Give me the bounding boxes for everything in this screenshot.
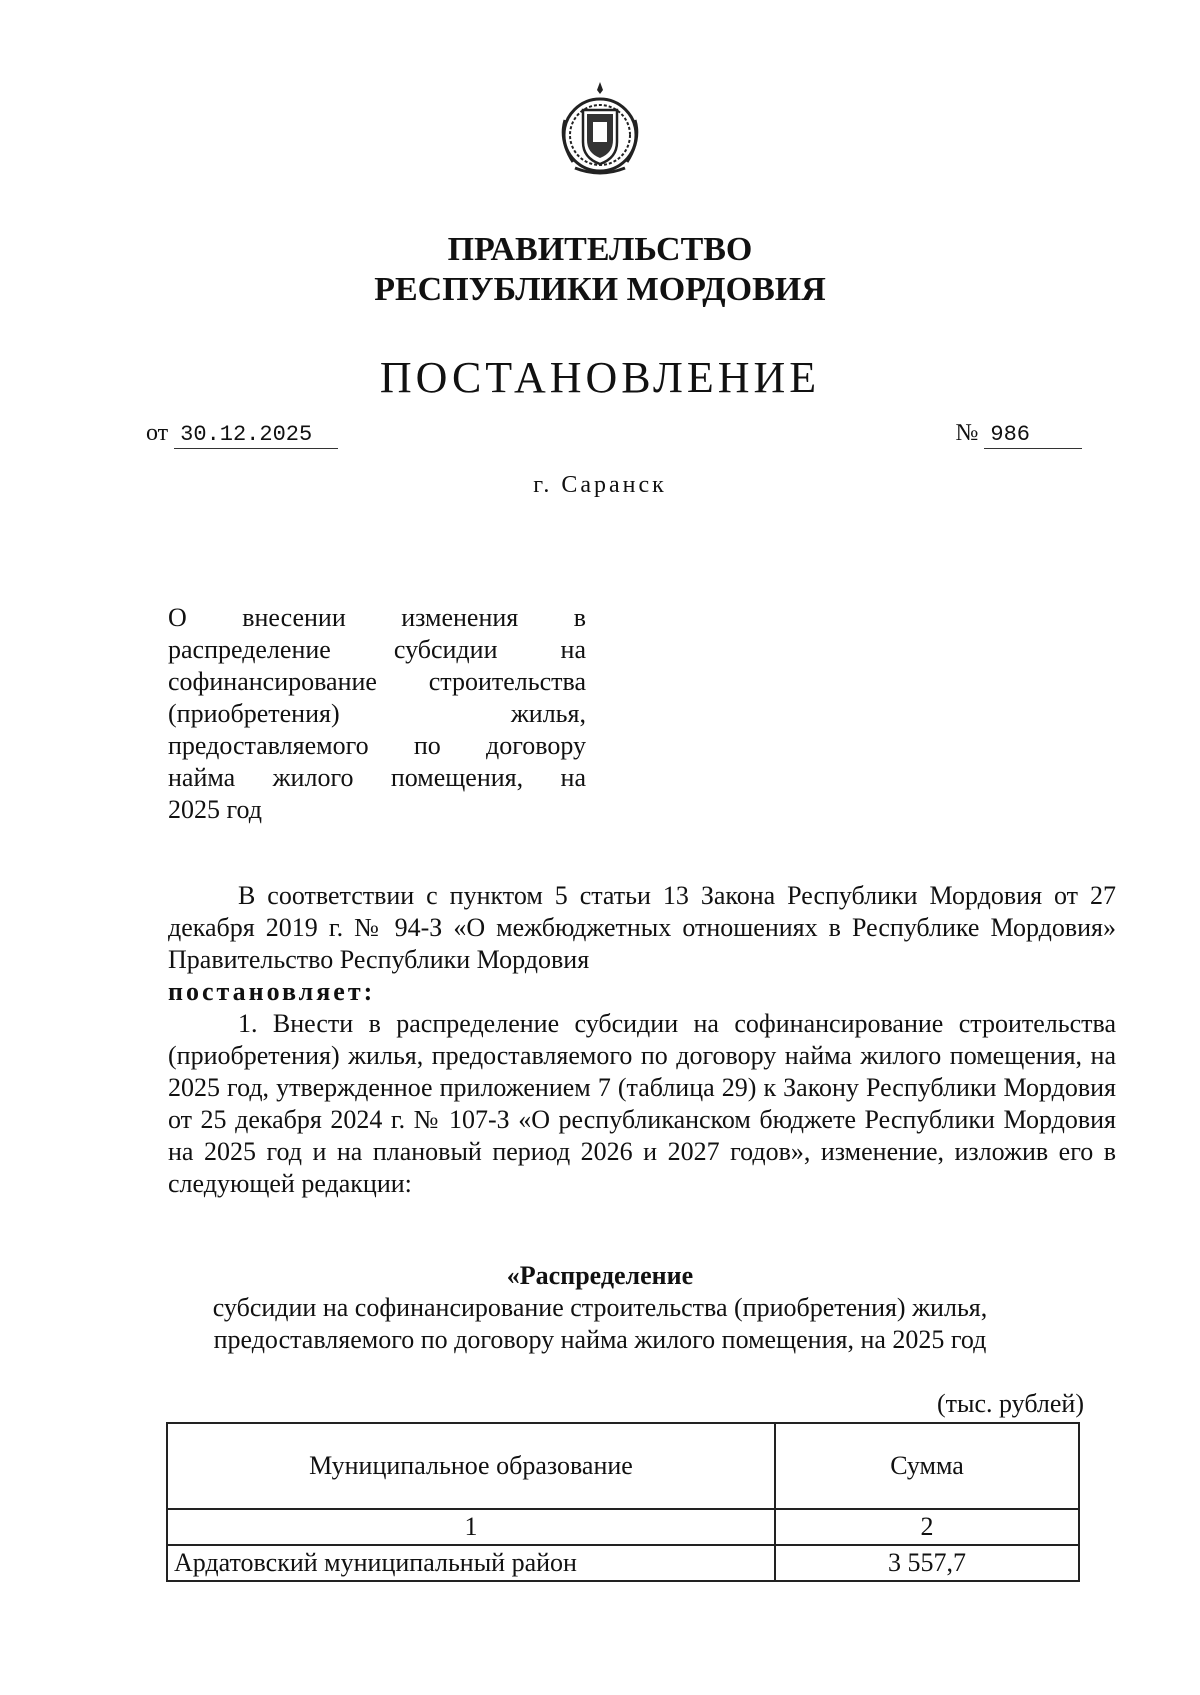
distribution-subtitle-line1: субсидии на софинансирование строительства (приобретения) жилья,: [212, 1293, 988, 1322]
title-line: найма жилого помещения, на: [168, 763, 586, 792]
document-number: 986: [984, 422, 1082, 449]
title-line: 2025 год: [168, 795, 262, 824]
distribution-table: [166, 1422, 1080, 1582]
title-line: О внесении изменения в: [168, 603, 586, 632]
municipality-cell: Ардатовский муниципальный район: [167, 1545, 775, 1581]
date-prefix: от: [146, 420, 169, 446]
document-title: [168, 602, 586, 826]
distribution-subtitle-line2: предоставляемого по договору найма жилого помещения, на 2025 год: [213, 1325, 987, 1354]
preamble-paragraph: В соответствии с пунктом 5 статьи 13 Закона Республики Мордовия от 27 декабря 2019 г. № 94-З «О межбюджетных отношениях в Республике Мордовия» Правительство Республики Мордовия: [168, 881, 1116, 974]
column-number-row: [167, 1509, 1079, 1545]
amount-cell: 3 557,7: [775, 1545, 1079, 1581]
number-line: [955, 420, 1082, 449]
document-type: ПОСТАНОВЛЕНИЕ: [379, 353, 821, 402]
title-line: распределение субсидии на: [168, 635, 586, 664]
distribution-heading: «Распределение: [506, 1261, 694, 1290]
distribution-title: [0, 1260, 1200, 1356]
column-header-amount: Сумма: [775, 1423, 1079, 1509]
column-number-1: 1: [167, 1509, 775, 1545]
item-1-paragraph: 1. Внести в распределение субсидии на софинансирование строительства (приобретения) жилья, предоставляемого по договору найма жилого помещения, на 2025 год, утвержденное приложением 7 (таблица 29) к Закону Республики Мордовия от 25 декабря 2024 г. № 107-З «О республиканском бюджете Республики Мордовия на 2025 год и на плановый период 2026 и 2027 годов», изменение, изложив его в следующей редакции:: [168, 1009, 1116, 1198]
column-header-municipality: Муниципальное образование: [167, 1423, 775, 1509]
table-header-row: [167, 1423, 1079, 1509]
resolves-keyword: постановляет:: [168, 977, 376, 1006]
document-date: 30.12.2025: [174, 422, 338, 449]
title-line: (приобретения) жилья,: [168, 699, 586, 728]
org-name-line1: ПРАВИТЕЛЬСТВО: [447, 231, 753, 268]
units-label: (тыс. рублей): [936, 1389, 1084, 1418]
title-line: предоставляемого по договору: [168, 731, 586, 760]
title-line: софинансирование строительства: [168, 667, 586, 696]
document-body: [168, 880, 1116, 1200]
coat-of-arms-emblem: [555, 80, 645, 180]
table-row: [167, 1545, 1079, 1581]
city: г. Саранск: [533, 472, 667, 498]
number-prefix: №: [955, 420, 979, 446]
org-name-line2: РЕСПУБЛИКИ МОРДОВИЯ: [374, 271, 826, 308]
column-number-2: 2: [775, 1509, 1079, 1545]
date-line: [146, 420, 338, 449]
